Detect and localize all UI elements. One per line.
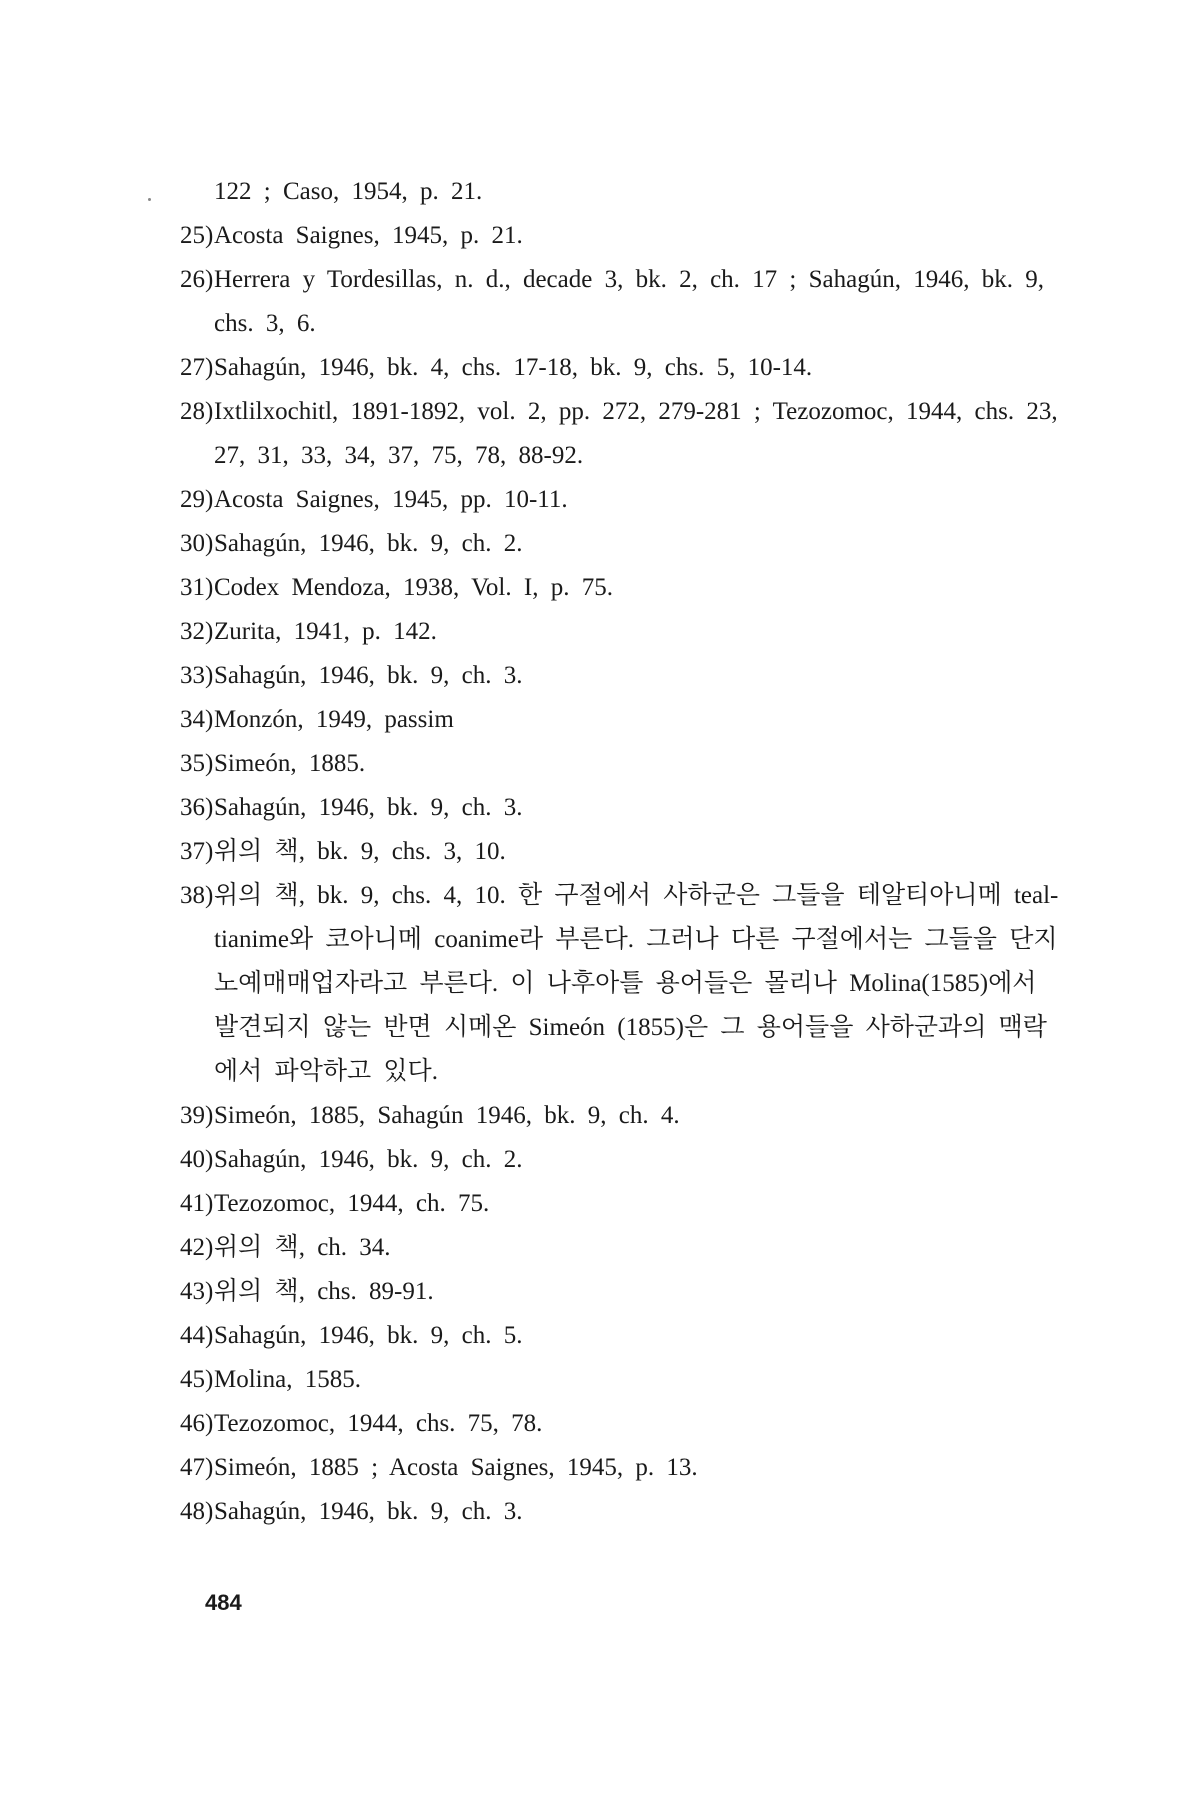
note-36 <box>180 786 1070 830</box>
note-number: 40) <box>180 1146 214 1173</box>
note-number: 46) <box>180 1410 214 1437</box>
note-31 <box>180 566 1070 610</box>
note-28 <box>180 390 1070 478</box>
note-text: Acosta Saignes, 1945, pp. 10-11. <box>214 486 568 513</box>
note-text: Sahagún, 1946, bk. 9, ch. 3. <box>214 794 523 821</box>
note-text: Herrera y Tordesillas, n. d., decade 3, bk. 2, ch. 17 ; Sahagún, 1946, bk. 9, chs. 3, 6. <box>214 266 1044 337</box>
note-text: Molina, 1585. <box>214 1366 361 1393</box>
note-number: 28) <box>180 398 214 425</box>
note-number: 43) <box>180 1278 214 1305</box>
note-text: 위의 책, bk. 9, chs. 3, 10. <box>214 838 506 865</box>
note-45 <box>180 1358 1070 1402</box>
note-35 <box>180 742 1070 786</box>
note-27 <box>180 346 1070 390</box>
note-text: Sahagún, 1946, bk. 9, ch. 3. <box>214 662 523 689</box>
note-number: 41) <box>180 1190 214 1217</box>
note-number: 47) <box>180 1454 214 1481</box>
note-41 <box>180 1182 1070 1226</box>
note-number: 48) <box>180 1498 214 1525</box>
note-42 <box>180 1226 1070 1270</box>
note-text: Simeón, 1885. <box>214 750 366 777</box>
note-number: 29) <box>180 486 214 513</box>
note-40 <box>180 1138 1070 1182</box>
note-26 <box>180 258 1070 346</box>
note-47 <box>180 1446 1070 1490</box>
note-number: 32) <box>180 618 214 645</box>
note-number: 34) <box>180 706 214 733</box>
note-text: Tezozomoc, 1944, chs. 75, 78. <box>214 1410 543 1437</box>
note-number: 31) <box>180 574 214 601</box>
note-number: 37) <box>180 838 214 865</box>
note-34 <box>180 698 1070 742</box>
note-text: 위의 책, bk. 9, chs. 4, 10. 한 구절에서 사하군은 그들을 테알티아니메 teal-tianime와 코아니메 coanime라 부른다. 그러나 다른 구절에서는 그들을 단지 노예매매업자라고 부른다. 이 나후아틀 용어들은 몰리나 Molina(1585)에서 발견되지 않는 반면 시메온 Simeón (1855)은 그 용어들을 사하군과의 맥락에서 파악하고 있다. <box>214 882 1059 1085</box>
note-43 <box>180 1270 1070 1314</box>
note-46 <box>180 1402 1070 1446</box>
note-text: Zurita, 1941, p. 142. <box>214 618 437 645</box>
note-text: 위의 책, ch. 34. <box>214 1234 391 1261</box>
note-44 <box>180 1314 1070 1358</box>
note-text: Simeón, 1885, Sahagún 1946, bk. 9, ch. 4. <box>214 1102 680 1129</box>
note-33 <box>180 654 1070 698</box>
note-25 <box>180 214 1070 258</box>
note-number: 30) <box>180 530 214 557</box>
note-32 <box>180 610 1070 654</box>
note-37 <box>180 830 1070 874</box>
note-number: 26) <box>180 266 214 293</box>
note-text: 위의 책, chs. 89-91. <box>214 1278 434 1305</box>
note-number: 36) <box>180 794 214 821</box>
note-38 <box>180 874 1070 1094</box>
note-number: 44) <box>180 1322 214 1349</box>
note-text: Simeón, 1885 ; Acosta Saignes, 1945, p. 13. <box>214 1454 698 1481</box>
note-text: Acosta Saignes, 1945, p. 21. <box>214 222 523 249</box>
note-text: Ixtlilxochitl, 1891-1892, vol. 2, pp. 272, 279-281 ; Tezozomoc, 1944, chs. 23, 27, 31, 33, 34, 37, 75, 78, 88-92. <box>214 398 1058 469</box>
note-number: 27) <box>180 354 214 381</box>
page-number: 484 <box>205 1590 242 1615</box>
note-text: Sahagún, 1946, bk. 9, ch. 5. <box>214 1322 523 1349</box>
note-number: 33) <box>180 662 214 689</box>
note-48 <box>180 1490 1070 1534</box>
note-39 <box>180 1094 1070 1138</box>
note-text: Sahagún, 1946, bk. 9, ch. 2. <box>214 1146 523 1173</box>
note-number: 42) <box>180 1234 214 1261</box>
note-number: 45) <box>180 1366 214 1393</box>
note-text: Codex Mendoza, 1938, Vol. I, p. 75. <box>214 574 613 601</box>
note-number: 25) <box>180 222 214 249</box>
note-text: Sahagún, 1946, bk. 9, ch. 3. <box>214 1498 523 1525</box>
note-30 <box>180 522 1070 566</box>
note-text: Sahagún, 1946, bk. 9, ch. 2. <box>214 530 523 557</box>
note-29 <box>180 478 1070 522</box>
note-continuation <box>180 170 1070 214</box>
note-continuation-text: 122 ; Caso, 1954, p. 21. <box>214 178 483 205</box>
note-text: Tezozomoc, 1944, ch. 75. <box>214 1190 490 1217</box>
margin-mark <box>148 198 151 201</box>
note-number: 39) <box>180 1102 214 1129</box>
note-number: 38) <box>180 882 214 909</box>
note-number: 35) <box>180 750 214 777</box>
endnotes-list <box>180 170 1070 1534</box>
note-text: Monzón, 1949, passim <box>214 706 454 733</box>
note-text: Sahagún, 1946, bk. 4, chs. 17-18, bk. 9, chs. 5, 10-14. <box>214 354 813 381</box>
